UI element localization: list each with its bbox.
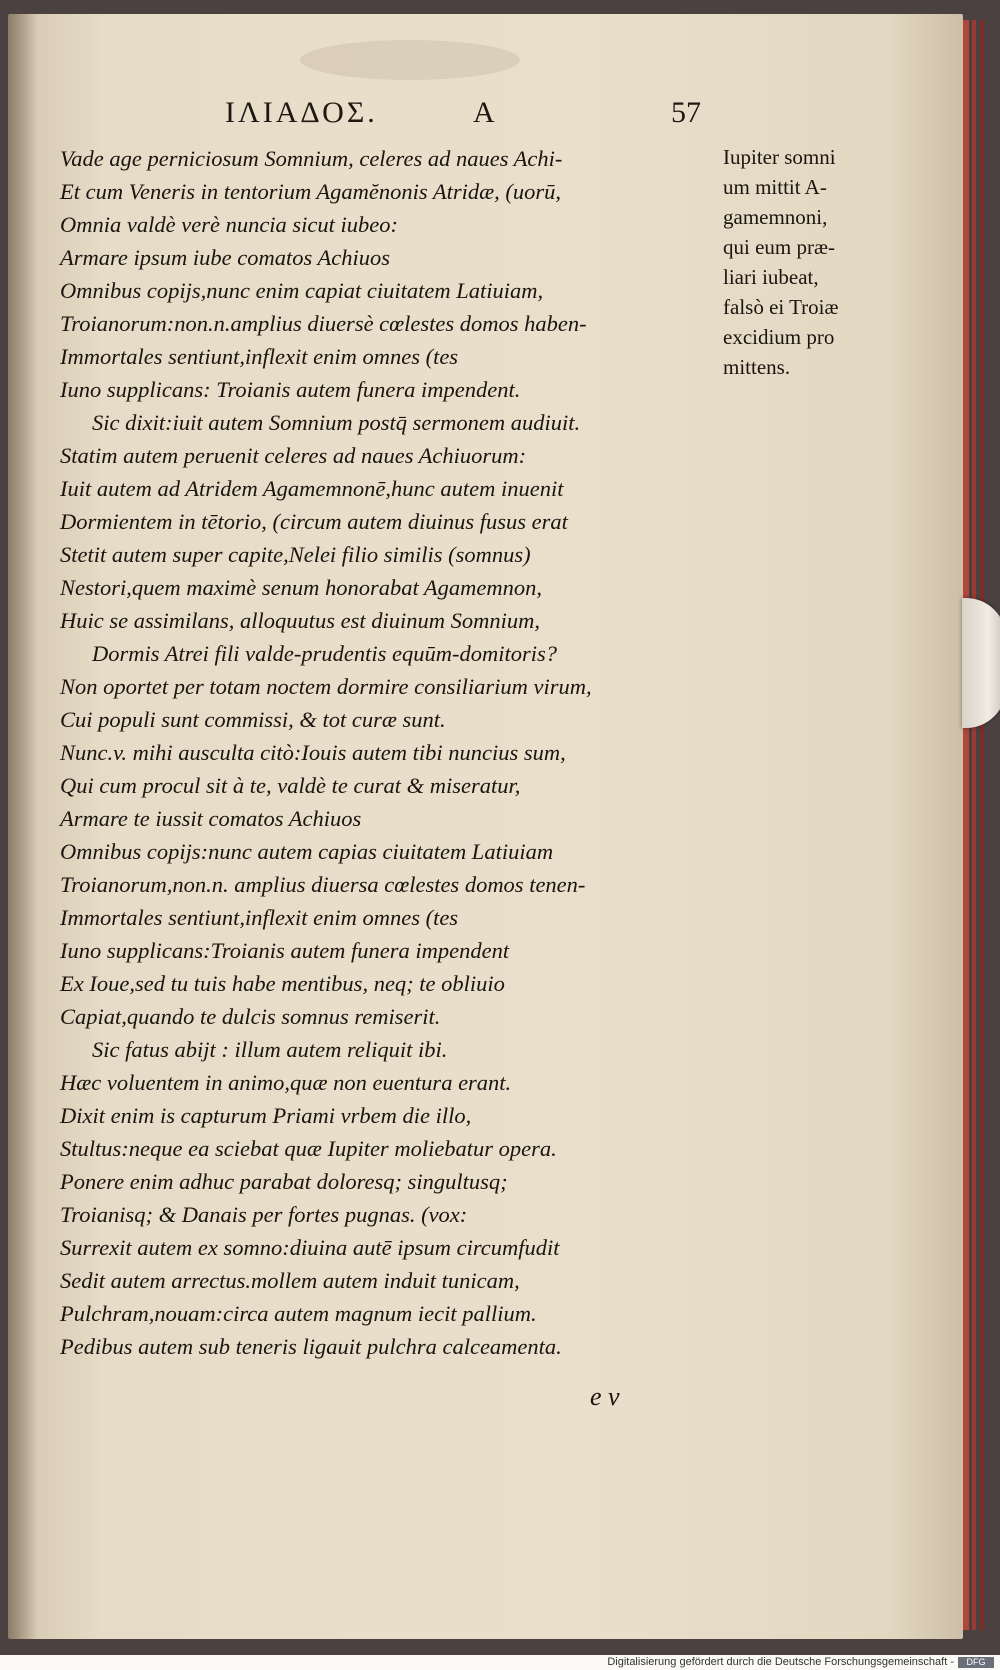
text-line: Qui cum procul sit à te, valdè te curat & miseratur,: [60, 773, 521, 798]
page-clip: [962, 598, 1000, 728]
text-line: Dormientem in tētorio, (circum autem diuinus fusus erat: [60, 509, 568, 534]
text-line: Non oportet per totam noctem dormire consiliarium virum,: [60, 674, 592, 699]
text-line: Pedibus autem sub teneris ligauit pulchra calceamenta.: [60, 1334, 562, 1359]
marginal-note: [723, 142, 873, 382]
footer-credit: Digitalisierung gefördert durch die Deutsche Forschungsgemeinschaft -: [607, 1656, 954, 1668]
text-line: Et cum Veneris in tentorium Agamĕnonis Atridæ, (uorū,: [60, 179, 562, 204]
text-line: Surrexit autem ex somno:diuina autē ipsum circumfudit: [60, 1235, 560, 1260]
text-line: Armare ipsum iube comatos Achiuos: [60, 245, 390, 270]
text-line: Iuit autem ad Atridem Agamemnonē,hunc autem inuenit: [60, 476, 564, 501]
book-letter: Α: [473, 96, 498, 129]
text-line: Nunc.v. mihi ausculta citò:Iouis autem tibi nuncius sum,: [60, 740, 566, 765]
text-line: Sic dixit:iuit autem Somnium postq̄ sermonem audiuit.: [92, 410, 581, 435]
text-line: Ex Ioue,sed tu tuis habe mentibus, neq; te obliuio: [60, 971, 505, 996]
page-edge: [972, 20, 976, 1630]
verse-text: [60, 142, 740, 1363]
page-edge: [980, 20, 984, 1630]
running-header: [225, 96, 705, 136]
text-line: Immortales sentiunt,inflexit enim omnes (tes: [60, 905, 459, 930]
text-line: Troianisq; & Danais per fortes pugnas. (vox:: [60, 1202, 468, 1227]
text-line: Armare te iussit comatos Achiuos: [60, 806, 362, 831]
digitization-footer: [0, 1655, 1000, 1670]
text-line: Troianorum:non.n.amplius diuersè cœlestes domos haben-: [60, 311, 587, 336]
text-line: Statim autem peruenit celeres ad naues Achiuorum:: [60, 443, 527, 468]
text-line: Ponere enim adhuc parabat doloresq; singultusq;: [60, 1169, 508, 1194]
marginal-note-line: excidium pro: [723, 325, 835, 349]
text-line: Sic fatus abijt : illum autem reliquit ibi.: [92, 1037, 448, 1062]
text-line: Stultus:neque ea sciebat quæ Iupiter moliebatur opera.: [60, 1136, 557, 1161]
text-line: Iuno supplicans:Troianis autem funera impendent: [60, 938, 510, 963]
running-title: ΙΛΙΑΔΟΣ.: [225, 96, 378, 129]
gutter-shadow: [8, 14, 38, 1639]
text-line: Cui populi sunt commissi, & tot curæ sunt.: [60, 707, 446, 732]
catchword: e v: [590, 1382, 620, 1411]
page-edge: [963, 20, 969, 1630]
text-line: Omnibus copijs,nunc enim capiat ciuitatem Latiuiam,: [60, 278, 544, 303]
text-line: Capiat,quando te dulcis somnus remiserit.: [60, 1004, 441, 1029]
marginal-note-line: um mittit A-: [723, 175, 827, 199]
text-line: Iuno supplicans: Troianis autem funera impendent.: [60, 377, 521, 402]
text-line: Troianorum,non.n. amplius diuersa cœlestes domos tenen-: [60, 872, 586, 897]
marginal-note-line: mittens.: [723, 355, 791, 379]
text-line: Omnia valdè verè nuncia sicut iubeo:: [60, 212, 399, 237]
marginal-note-line: Iupiter somni: [723, 145, 836, 169]
marginal-note-line: liari iubeat,: [723, 265, 819, 289]
text-line: Hæc voluentem in animo,quæ non euentura erant.: [60, 1070, 512, 1095]
text-line: Nestori,quem maximè senum honorabat Agamemnon,: [60, 575, 543, 600]
text-line: Vade age perniciosum Somnium, celeres ad naues Achi-: [60, 146, 563, 171]
text-line: Pulchram,nouam:circa autem magnum iecit pallium.: [60, 1301, 537, 1326]
marginal-note-line: falsò ei Troiæ: [723, 295, 839, 319]
text-line: Sedit autem arrectus.mollem autem induit tunicam,: [60, 1268, 520, 1293]
marginal-note-line: gamemnoni,: [723, 205, 828, 229]
stain: [300, 40, 520, 80]
text-line: Dormis Atrei fili valde-prudentis equūm-domitoris?: [92, 641, 557, 666]
text-line: Stetit autem super capite,Nelei filio similis (somnus): [60, 542, 531, 567]
text-line: Dixit enim is capturum Priami vrbem die illo,: [60, 1103, 472, 1128]
marginal-note-line: qui eum præ-: [723, 235, 835, 259]
text-line: Omnibus copijs:nunc autem capias ciuitatem Latiuiam: [60, 839, 554, 864]
page-number: 57: [671, 96, 701, 129]
text-line: Huic se assimilans, alloquutus est diuinum Somnium,: [60, 608, 541, 633]
dfg-logo: DFG: [958, 1657, 994, 1668]
text-line: Immortales sentiunt,inflexit enim omnes (tes: [60, 344, 459, 369]
